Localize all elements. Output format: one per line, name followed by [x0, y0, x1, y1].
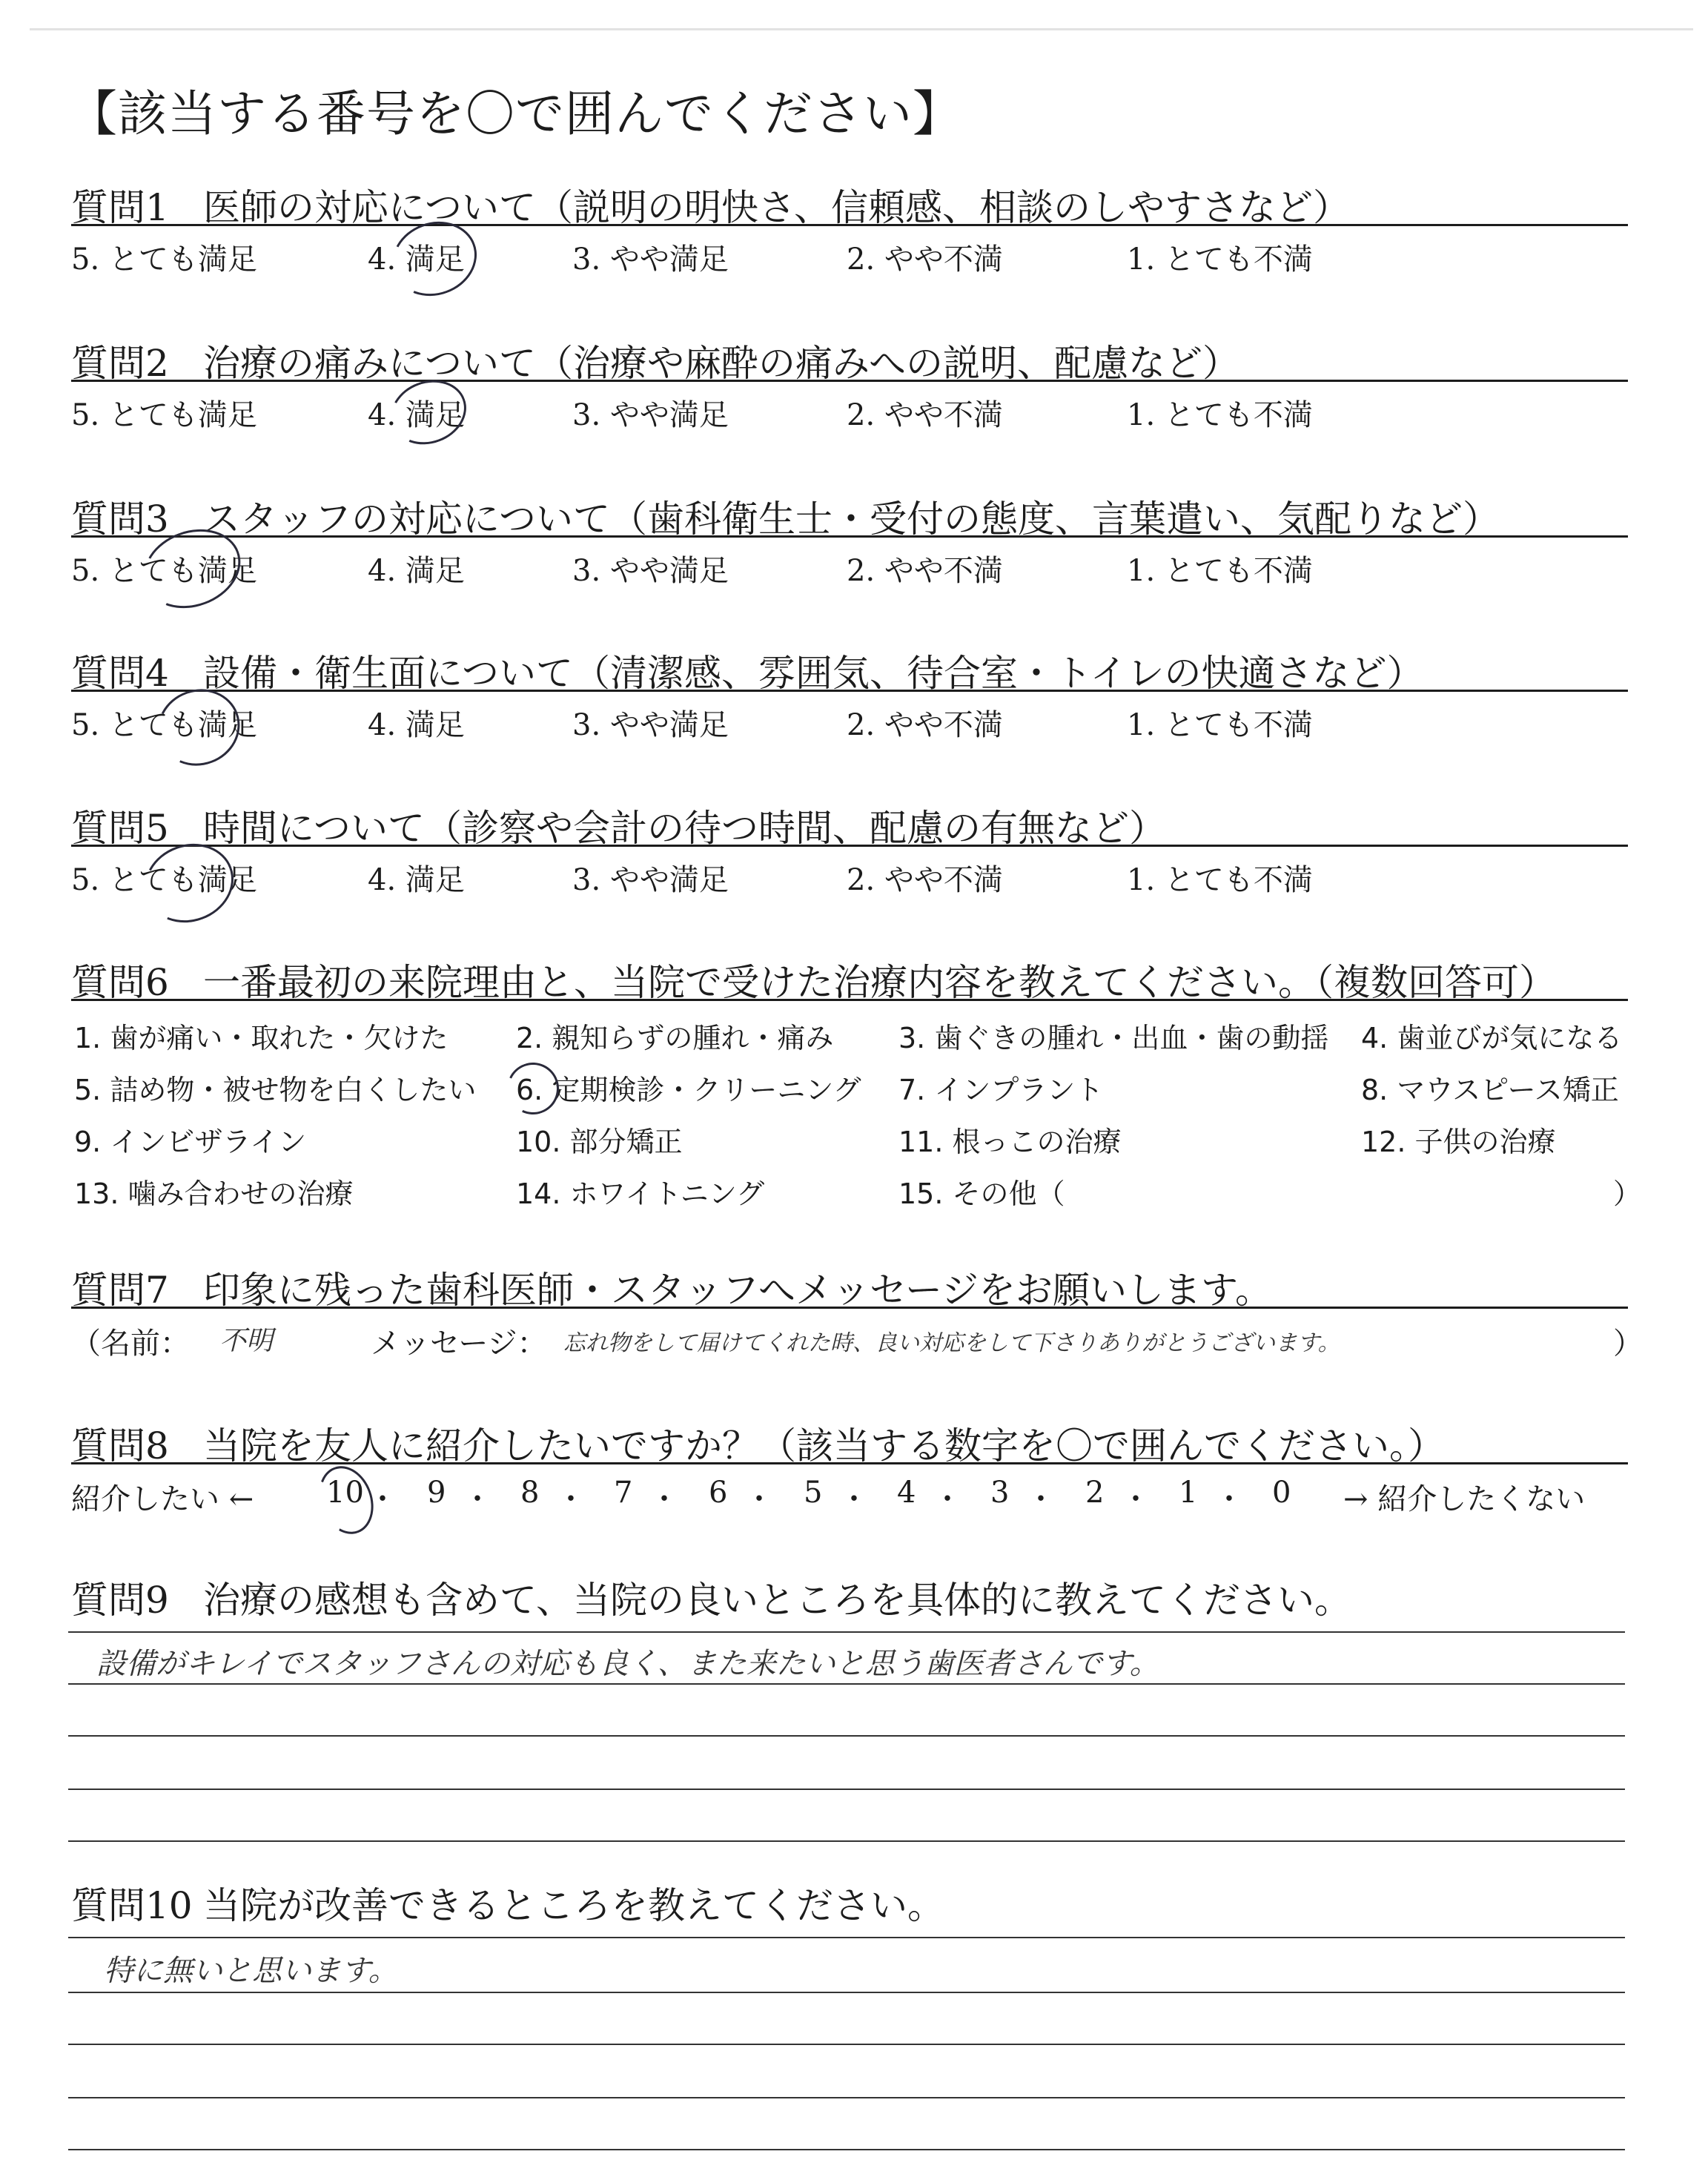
rating-option-2[interactable]: 2. やや不満	[847, 242, 1003, 277]
treatment-option-5[interactable]: 5. 詰め物・被せ物を白くしたい	[74, 1074, 477, 1106]
question-text: 治療の感想も含めて、当院の良いところを具体的に教えてください。	[203, 1579, 1351, 1622]
answer-line	[68, 2149, 1625, 2150]
rating-option-2[interactable]: 2. やや不満	[847, 863, 1003, 897]
rating-option-5[interactable]: 5. とても満足	[71, 863, 257, 897]
rating-option-3[interactable]: 3. やや満足	[572, 242, 729, 277]
name-value[interactable]: 不明	[219, 1326, 274, 1356]
question-7	[71, 1261, 1643, 1394]
treatment-option-6[interactable]: 6. 定期検診・クリーニング	[516, 1074, 861, 1106]
treatment-option-8[interactable]: 8. マウスピース矯正	[1361, 1074, 1619, 1106]
treatment-option-13[interactable]: 13. 噛み合わせの治療	[74, 1178, 354, 1210]
scale-dot: ・	[1121, 1482, 1151, 1516]
treatment-option-14[interactable]: 14. ホワイトニング	[516, 1178, 765, 1210]
answer-line	[68, 1937, 1625, 1938]
treatment-option-12[interactable]: 12. 子供の治療	[1361, 1126, 1556, 1158]
rating-option-5[interactable]: 5. とても満足	[71, 398, 257, 432]
question-8	[71, 1416, 1628, 1550]
rating-option-2[interactable]: 2. やや不満	[847, 554, 1003, 588]
question-label: 質問4	[71, 652, 169, 695]
rating-option-1[interactable]: 1. とても不満	[1127, 708, 1313, 742]
scale-dot: ・	[839, 1482, 869, 1516]
scan-edge	[30, 28, 1693, 30]
question-text: スタッフの対応について（歯科衛生士・受付の態度、言葉遣い、気配りなど）	[203, 498, 1500, 541]
question-text: 医師の対応について（説明の明快さ、信頼感、相談のしやすさなど）	[203, 186, 1350, 229]
rating-option-1[interactable]: 1. とても不満	[1127, 398, 1313, 432]
treatment-option-11[interactable]: 11. 根っこの治療	[898, 1126, 1122, 1158]
treatment-option-9[interactable]: 9. インビザライン	[74, 1126, 307, 1158]
scale-5[interactable]: 5	[804, 1476, 823, 1510]
rating-option-2[interactable]: 2. やや不満	[847, 398, 1003, 432]
answer-line	[68, 1631, 1625, 1633]
recommend-right-label: → 紹介したくない	[1343, 1482, 1586, 1516]
form-title: 【該当する番号を〇で囲んでください】	[68, 85, 962, 142]
question-label: 質問9	[71, 1579, 169, 1622]
question-label: 質問6	[71, 961, 169, 1004]
answer-line	[68, 1789, 1625, 1790]
answer-line	[68, 1683, 1625, 1685]
rating-option-4[interactable]: 4. 満足	[368, 554, 465, 588]
question-text: 当院を友人に紹介したいですか？（該当する数字を〇で囲んでください。）	[203, 1424, 1445, 1467]
answer-circle	[500, 1055, 566, 1122]
question-5	[71, 799, 1628, 932]
question-text: 当院が改善できるところを教えてください。	[203, 1884, 944, 1927]
scale-dot: ・	[933, 1482, 962, 1516]
scale-dot: ・	[744, 1482, 774, 1516]
question-text: 時間について（診察や会計の待つ時間、配慮の有無など）	[203, 807, 1166, 850]
question-text: 一番最初の来院理由と、当院で受けた治療内容を教えてください。（複数回答可）	[203, 961, 1556, 1004]
rating-option-1[interactable]: 1. とても不満	[1127, 863, 1313, 897]
treatment-option-2[interactable]: 2. 親知らずの腫れ・痛み	[516, 1022, 834, 1054]
recommend-left-label: 紹介したい ←	[71, 1482, 254, 1516]
scale-dot: ・	[556, 1482, 586, 1516]
name-label: （名前：	[71, 1327, 190, 1361]
rating-option-3[interactable]: 3. やや満足	[572, 554, 729, 588]
rating-option-4[interactable]: 4. 満足	[368, 863, 465, 897]
answer-line	[68, 2097, 1625, 2098]
rating-option-1[interactable]: 1. とても不満	[1127, 242, 1313, 277]
scale-7[interactable]: 7	[614, 1476, 633, 1510]
question-6	[71, 953, 1642, 1220]
scale-4[interactable]: 4	[897, 1476, 916, 1510]
rating-option-5[interactable]: 5. とても満足	[71, 554, 257, 588]
question-3	[71, 489, 1628, 623]
question-10	[71, 1876, 1628, 1950]
message-label: メッセージ：	[371, 1327, 547, 1361]
question-label: 質問8	[71, 1424, 169, 1467]
treatment-option-10[interactable]: 10. 部分矯正	[516, 1126, 683, 1158]
answer-circle	[310, 1459, 383, 1542]
question-text: 治療の痛みについて（治療や麻酔の痛みへの説明、配慮など）	[203, 342, 1239, 385]
question-label: 質問1	[71, 186, 169, 229]
question-label: 質問3	[71, 498, 169, 541]
rating-option-4[interactable]: 4. 満足	[368, 242, 465, 277]
question-text: 印象に残った歯科医師・スタッフへメッセージをお願いします。	[203, 1269, 1272, 1312]
scale-dot: ・	[1214, 1482, 1244, 1516]
answer-line	[68, 1992, 1625, 1993]
question-9	[71, 1571, 1628, 1645]
scale-dot: ・	[463, 1482, 492, 1516]
treatment-option-4[interactable]: 4. 歯並びが気になる	[1361, 1022, 1623, 1054]
rating-option-3[interactable]: 3. やや満足	[572, 708, 729, 742]
message-close-paren: ）	[1613, 1327, 1643, 1361]
treatment-option-7[interactable]: 7. インプラント	[898, 1074, 1104, 1106]
question-label: 質問2	[71, 342, 169, 385]
scale-0[interactable]: 0	[1272, 1476, 1291, 1510]
question-text: 設備・衛生面について（清潔感、雰囲気、待合室・トイレの快適さなど）	[203, 652, 1424, 695]
other-close-paren: ）	[1613, 1178, 1642, 1210]
rating-option-3[interactable]: 3. やや満足	[572, 398, 729, 432]
scale-dot: ・	[649, 1482, 679, 1516]
rating-option-2[interactable]: 2. やや不満	[847, 708, 1003, 742]
rating-option-5[interactable]: 5. とても満足	[71, 708, 257, 742]
scale-8[interactable]: 8	[520, 1476, 540, 1510]
answer-line	[68, 2044, 1625, 2045]
answer-line	[68, 1735, 1625, 1737]
answer-line	[68, 1840, 1625, 1842]
rating-option-3[interactable]: 3. やや満足	[572, 863, 729, 897]
question-4	[71, 644, 1628, 777]
scale-1[interactable]: 1	[1179, 1476, 1198, 1510]
treatment-option-1[interactable]: 1. 歯が痛い・取れた・欠けた	[74, 1022, 448, 1054]
q9-answer[interactable]: 設備がキレイでスタッフさんの対応も良く、また来たいと思う歯医者さんです。	[96, 1647, 1159, 1681]
question-label: 質問5	[71, 807, 169, 850]
rating-option-4[interactable]: 4. 満足	[368, 708, 465, 742]
scale-dot: ・	[368, 1482, 397, 1516]
message-value[interactable]: 忘れ物をして届けてくれた時、良い対応をして下さりありがとうございます。	[563, 1330, 1340, 1356]
q10-answer[interactable]: 特に無いと思います。	[104, 1954, 398, 1988]
scale-6[interactable]: 6	[709, 1476, 728, 1510]
scale-10[interactable]: 10	[326, 1476, 364, 1510]
question-2	[71, 334, 1628, 467]
scale-dot: ・	[1026, 1482, 1056, 1516]
rating-option-1[interactable]: 1. とても不満	[1127, 554, 1313, 588]
scale-9[interactable]: 9	[427, 1476, 446, 1510]
question-1	[71, 178, 1628, 311]
question-label: 質問10	[71, 1884, 193, 1927]
question-label: 質問7	[71, 1269, 169, 1312]
rating-option-4[interactable]: 4. 満足	[368, 398, 465, 432]
scale-3[interactable]: 3	[990, 1476, 1010, 1510]
scale-2[interactable]: 2	[1085, 1476, 1105, 1510]
rating-option-5[interactable]: 5. とても満足	[71, 242, 257, 277]
treatment-option-15[interactable]: 15. その他（	[898, 1178, 1065, 1210]
treatment-option-3[interactable]: 3. 歯ぐきの腫れ・出血・歯の動揺	[898, 1022, 1329, 1054]
